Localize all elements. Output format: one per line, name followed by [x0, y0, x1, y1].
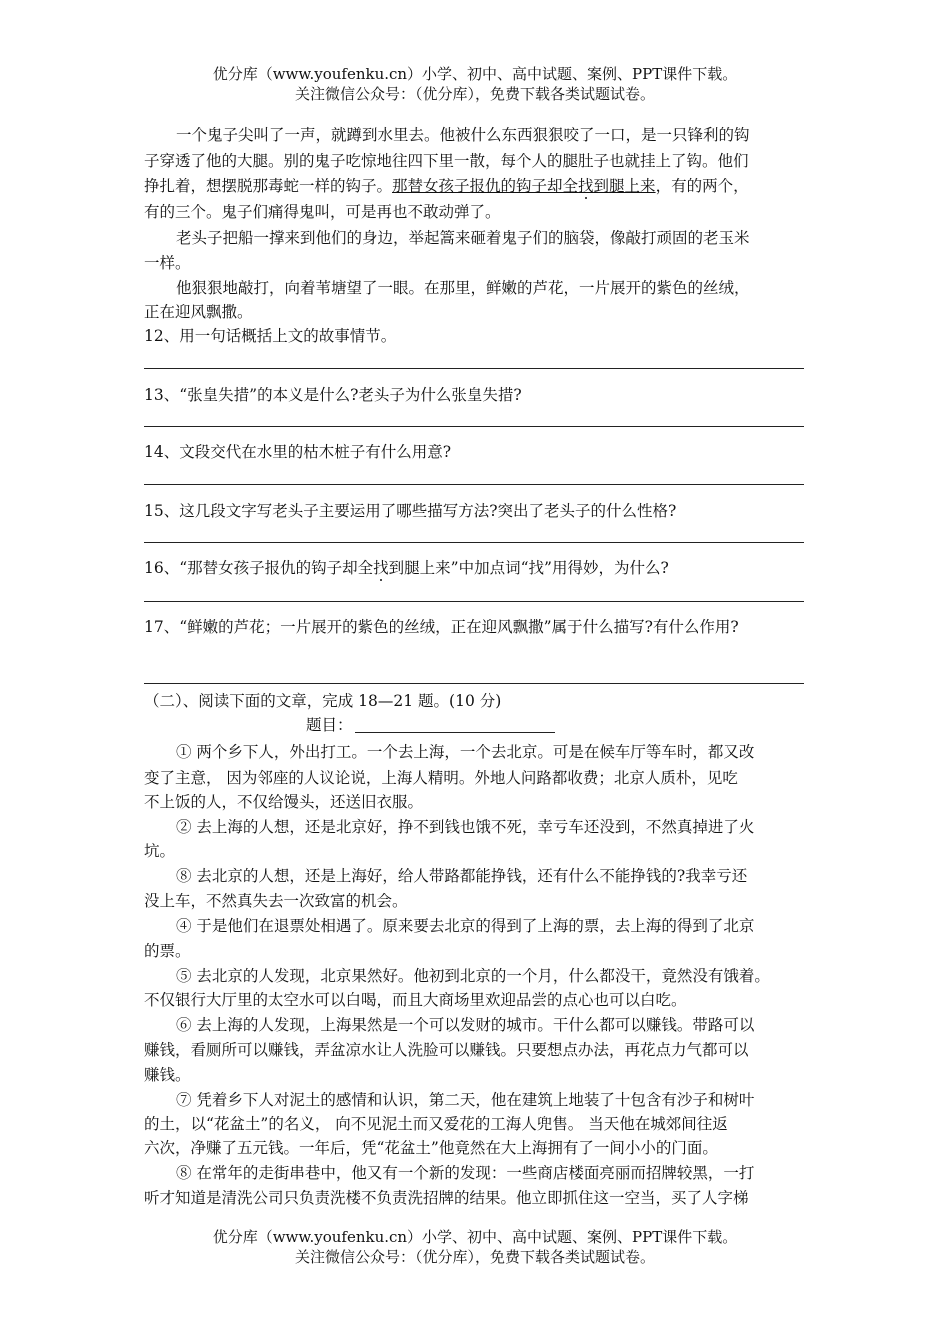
- header-line-2: 关注微信公众号：（优分库），免费下载各类试题试卷。: [294, 85, 655, 103]
- article-line: ⑤ 去北京的人发现，北京果然好。他初到北京的一个月，什么都没干，竟然没有饿着。: [176, 967, 770, 985]
- article-line: 听才知道是清洗公司只负责洗楼不负责洗招牌的结果。他立即抓住这一空当，买了人字梯: [144, 1189, 749, 1207]
- underlined-part: 那替女孩子报仇的钩子却全: [392, 177, 579, 195]
- question-15: 15、这几段文字写老头子主要运用了哪些描写方法?突出了老头子的什么性格?: [144, 502, 677, 520]
- answer-line[interactable]: [144, 484, 804, 485]
- header-line-1: 优分库（www.youfenku.cn）小学、初中、高中试题、案例、PPT课件下载。: [212, 65, 738, 83]
- question-17: 17、“鲜嫩的芦花；一片展开的紫色的丝绒，正在迎风飘撒”属于什么描写?有什么作用?: [144, 618, 739, 636]
- article-line: 的土，以“花盆土”的名义， 向不见泥土而又爱花的工海人兜售。 当天他在城郊间往返: [144, 1115, 728, 1133]
- passage1-text: 挣扎着，想摆脱那毒蛇一样的钩子。: [144, 177, 393, 195]
- article-line: ⑦ 凭着乡下人对泥土的感情和认识，第二天，他在建筑上地装了十包含有沙子和树叶: [176, 1091, 755, 1109]
- dotted-word: 找: [373, 559, 389, 577]
- article-line: 变了主意， 因为邻座的人议论说，上海人精明。外地人问路都收费；北京人质朴，见吃: [144, 769, 738, 787]
- article-line: ① 两个乡下人，外出打工。一个去上海，一个去北京。可是在候车厅等车时，都又改: [176, 743, 755, 761]
- passage1-line: 一个鬼子尖叫了一声，就蹲到水里去。他被什么东西狠狠咬了一口，是一只锋利的钩: [176, 126, 750, 144]
- dotted-word: 找: [578, 177, 594, 195]
- article-line: 坑。: [144, 842, 176, 860]
- article-line: 六次，净赚了五元钱。一年后，凭“花盆土”他竟然在大上海拥有了一间小小的门面。: [144, 1139, 718, 1157]
- question-12: 12、用一句话概括上文的故事情节。: [144, 327, 397, 345]
- answer-line[interactable]: [144, 368, 804, 369]
- article-line: 不仅银行大厅里的太空水可以白喝，而且大商场里欢迎品尝的点心也可以白吃。: [144, 991, 687, 1009]
- question-16-text: 到腿上来”中加点词“找”用得妙，为什么?: [388, 559, 669, 577]
- article-line: ⑥ 去上海的人发现，上海果然是一个可以发财的城市。干什么都可以赚钱。带路可以: [176, 1016, 755, 1034]
- question-14: 14、文段交代在水里的枯木桩子有什么用意?: [144, 443, 452, 461]
- article-line: ⑧ 去北京的人想，还是上海好，给人带路都能挣钱，还有什么不能挣钱的?我幸亏还: [176, 867, 748, 885]
- question-16: [144, 557, 669, 579]
- passage1-line: 他狠狠地敲打，向着苇塘望了一眼。在那里，鲜嫩的芦花，一片展开的紫色的丝绒，: [176, 279, 750, 297]
- underlined-sentence: [392, 177, 656, 195]
- article-line: ② 去上海的人想，还是北京好，挣不到钱也饿不死，幸亏车还没到，不然真掉进了火: [176, 818, 755, 836]
- article-line: ④ 于是他们在退票处相遇了。原来要去北京的得到了上海的票，去上海的得到了北京: [176, 917, 755, 935]
- article-line: 没上车，不然真失去一次致富的机会。: [144, 892, 408, 910]
- article-line: 不上饭的人，不仅给馒头，还送旧衣服。: [144, 793, 424, 811]
- underlined-part: 到腿上来: [593, 177, 656, 195]
- question-16-text: 16、“那替女孩子报仇的钩子却全: [144, 559, 374, 577]
- passage1-line-underlined: [144, 175, 749, 197]
- answer-line[interactable]: [144, 601, 804, 602]
- passage1-line: 子穿透了他的大腿。别的鬼子吃惊地往四下里一散，每个人的腿肚子也就挂上了钩。他们: [144, 152, 749, 170]
- answer-line[interactable]: [144, 542, 804, 543]
- page-header: [0, 64, 950, 104]
- passage1-line: 老头子把船一撑来到他们的身边，举起篙来砸着鬼子们的脑袋，像敲打顽固的老玉米: [176, 229, 750, 247]
- passage1-text: ，有的两个，: [655, 177, 749, 195]
- passage1-line: 一样。: [144, 254, 191, 272]
- article-line: 赚钱。: [144, 1066, 191, 1084]
- title-label: 题目：: [306, 716, 353, 734]
- article-line: 赚钱，看厕所可以赚钱，弄盆凉水让人洗脸可以赚钱。只要想点办法，再花点力气都可以: [144, 1041, 749, 1059]
- section2-heading: （二）、阅读下面的文章，完成 18—21 题。(10 分): [144, 692, 502, 710]
- passage1-line: 正在迎风飘撒。: [144, 303, 253, 321]
- page-footer: [0, 1227, 950, 1267]
- title-blank[interactable]: [355, 732, 555, 733]
- answer-line[interactable]: [144, 426, 804, 427]
- passage1-line: 有的三个。鬼子们痛得鬼叫，可是再也不敢动弹了。: [144, 203, 501, 221]
- answer-line[interactable]: [144, 683, 804, 684]
- article-line: ⑧ 在常年的走街串巷中，他又有一个新的发现：一些商店楼面亮丽而招牌较黑，一打: [176, 1164, 755, 1182]
- article-line: 的票。: [144, 942, 191, 960]
- question-13: 13、“张皇失措”的本义是什么?老头子为什么张皇失措?: [144, 386, 522, 404]
- footer-line-1: 优分库（www.youfenku.cn）小学、初中、高中试题、案例、PPT课件下载。: [212, 1228, 738, 1246]
- footer-line-2: 关注微信公众号：（优分库），免费下载各类试题试卷。: [294, 1248, 655, 1266]
